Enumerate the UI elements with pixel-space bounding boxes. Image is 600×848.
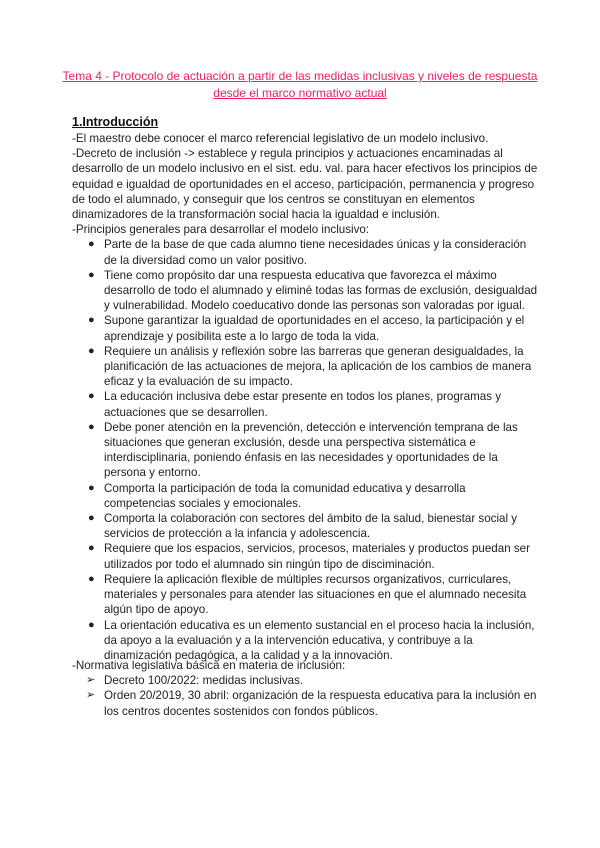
list-item — [72, 673, 540, 688]
list-item-text: Requiere la aplicación flexible de múltiples recursos organizativos, curriculares, materiales y personales para atender las situaciones en que el alumnado necesita algún tipo de apoyo. — [104, 572, 527, 617]
bullet-icon: ● — [88, 238, 95, 251]
list-item — [72, 237, 540, 267]
legislation-block — [72, 658, 540, 719]
list-item-text: Supone garantizar la igualdad de oportunidades en el acceso, la participación y el aprendizaje y posibilita este a lo largo de toda la vida. — [104, 314, 525, 343]
bullet-icon: ● — [88, 618, 95, 631]
list-item-text: Comporta la colaboración con sectores del ámbito de la salud, bienestar social y servicios de protección a la infancia y adolescencia. — [104, 512, 518, 541]
bullet-icon: ● — [88, 512, 95, 525]
list-item — [72, 389, 540, 419]
intro-paragraph: -Decreto de inclusión -> establece y regula principios y actuaciones encaminadas al desarrollo de un modelo inclusivo en el sist. edu. val. para hacer efectivos los principios de equidad e igualdad de oportunidades en el acceso, participación, permanencia y progreso de todo el alumnado, y conseguir que los centros se constituyan en elementos dinamizadores de la transformación social hacia la igualdad e inclusión. — [72, 147, 538, 222]
intro-block — [72, 131, 540, 663]
bullet-icon: ● — [88, 481, 95, 494]
list-item — [72, 572, 540, 618]
list-item — [72, 344, 540, 390]
list-item — [72, 618, 540, 664]
list-item — [72, 688, 540, 718]
bullet-icon: ● — [88, 268, 95, 281]
legislation-intro: -Normativa legislativa básica en materia de inclusión: — [72, 659, 346, 672]
list-item-text: Requiere un análisis y reflexión sobre las barreras que generan desigualdades, la planificación de las actuaciones de mejora, la aplicación de los cambios de manera eficaz y la evaluación de su impacto. — [104, 344, 532, 389]
bullet-icon: ● — [88, 572, 95, 585]
bullet-icon: ● — [88, 420, 95, 433]
list-item — [72, 511, 540, 541]
legislation-list — [72, 673, 540, 719]
list-item — [72, 420, 540, 481]
list-item — [72, 541, 540, 571]
list-item-text: La educación inclusiva debe estar presente en todos los planes, programas y actuaciones que se desarrollen. — [104, 390, 502, 419]
bullet-icon: ● — [88, 314, 95, 327]
list-item — [72, 268, 540, 314]
list-item-text: Debe poner atención en la prevención, detección e intervención temprana de las situaciones que generan exclusión, desde una perspectiva sistemática e interdisciplinaria, poniendo énfasis en las necesidades y oportunidades de la persona y entorno. — [104, 420, 518, 480]
intro-paragraph: -El maestro debe conocer el marco referencial legislativo de un modelo inclusivo. — [72, 132, 489, 145]
list-item-text: Requiere que los espacios, servicios, procesos, materiales y productos puedan ser utilizados por todo el alumnado sin ningún tipo de disciminación. — [104, 542, 530, 571]
document-title: Tema 4 - Protocolo de actuación a partir de las medidas inclusivas y niveles de respuesta desde el marco normativo actual — [62, 69, 538, 100]
list-item-text: Orden 20/2019, 30 abril: organización de la respuesta educativa para la inclusión en los centros docentes sostenidos con fondos públicos. — [104, 689, 537, 718]
list-item — [72, 313, 540, 343]
list-item-text: Parte de la base de que cada alumno tiene necesidades únicas y la consideración de la diversidad como un valor positivo. — [104, 238, 527, 267]
arrow-bullet-icon: ➢ — [86, 689, 96, 702]
arrow-bullet-icon: ➢ — [86, 674, 96, 687]
list-item-text: Comporta la participación de toda la comunidad educativa y desarrolla competencias sociales y emocionales. — [104, 481, 466, 510]
list-item-text: Tiene como propósito dar una respuesta educativa que favorezca el máximo desarrollo de todo el alumnado y eliminé todas las formas de exclusión, desigualdad y vulnerabilidad. Modelo coeducativo donde las personas son valoradas por igual. — [104, 268, 538, 313]
list-item — [72, 481, 540, 511]
bullet-icon: ● — [88, 542, 95, 555]
bullet-icon: ● — [88, 344, 95, 357]
intro-paragraph: -Principios generales para desarrollar el modelo inclusivo: — [72, 223, 370, 237]
list-item-text: Decreto 100/2022: medidas inclusivas. — [104, 674, 304, 688]
principles-list — [72, 237, 540, 663]
list-item-text: La orientación educativa es un elemento sustancial en el proceso hacia la inclusión, da apoyo a la evaluación y a la intervención educativa, y contribuye a la dinamización pedagógica, a la calidad y a la innovación. — [104, 618, 535, 662]
section-heading: 1.Introducción — [72, 115, 159, 129]
bullet-icon: ● — [88, 390, 95, 403]
